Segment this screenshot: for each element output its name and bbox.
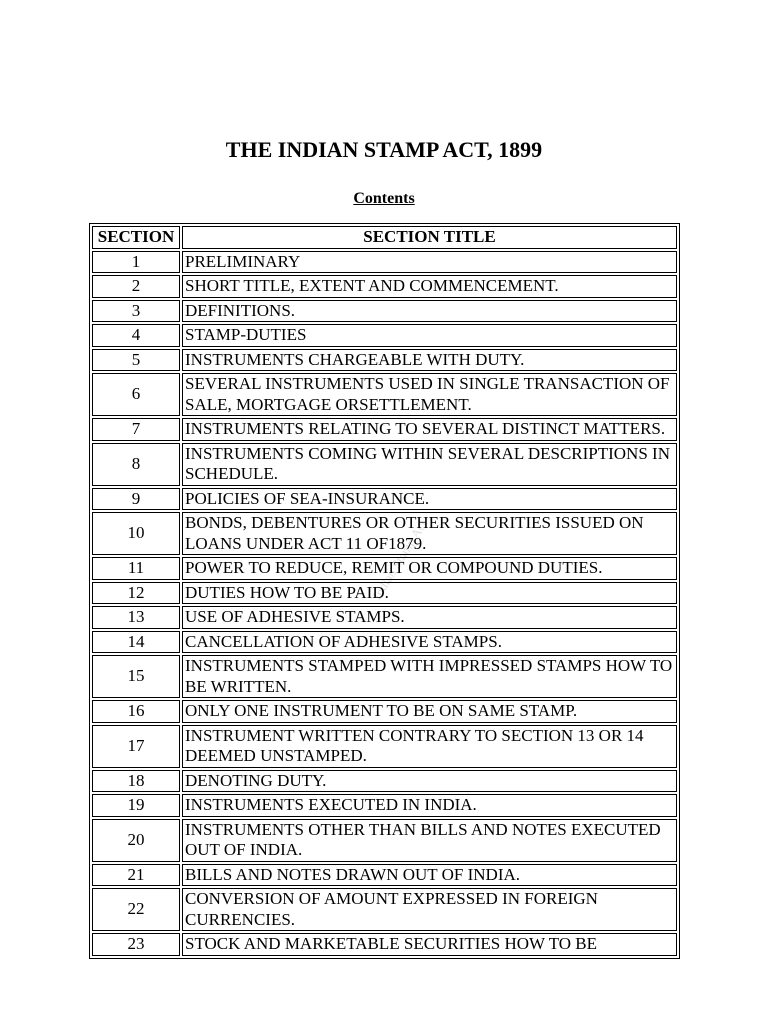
table-row xyxy=(92,324,677,347)
section-number: 20 xyxy=(92,819,180,862)
table-row xyxy=(92,557,677,580)
section-title: POWER TO REDUCE, REMIT OR COMPOUND DUTIES. xyxy=(182,557,677,580)
section-title-column-header: SECTION TITLE xyxy=(182,226,677,249)
table-row xyxy=(92,373,677,416)
section-number: 5 xyxy=(92,349,180,372)
watermark: Indian Stamp Act xyxy=(369,517,431,603)
section-number: 9 xyxy=(92,488,180,511)
section-title: DEFINITIONS. xyxy=(182,300,677,323)
section-number: 7 xyxy=(92,418,180,441)
table-row xyxy=(92,418,677,441)
section-title: INSTRUMENTS RELATING TO SEVERAL DISTINCT MATTERS. xyxy=(182,418,677,441)
table-row xyxy=(92,300,677,323)
section-number: 8 xyxy=(92,443,180,486)
section-number: 1 xyxy=(92,251,180,274)
section-number: 16 xyxy=(92,700,180,723)
table-row xyxy=(92,864,677,887)
table-row xyxy=(92,933,677,956)
section-title: INSTRUMENT WRITTEN CONTRARY TO SECTION 13 OR 14 DEEMED UNSTAMPED. xyxy=(182,725,677,768)
section-column-header: SECTION xyxy=(92,226,180,249)
section-title: DUTIES HOW TO BE PAID. xyxy=(182,582,677,605)
section-number: 2 xyxy=(92,275,180,298)
table-row xyxy=(92,631,677,654)
contents-table xyxy=(89,223,680,959)
contents-table-body xyxy=(92,251,677,956)
section-number: 4 xyxy=(92,324,180,347)
table-row xyxy=(92,606,677,629)
section-title: CONVERSION OF AMOUNT EXPRESSED IN FOREIGN CURRENCIES. xyxy=(182,888,677,931)
table-row xyxy=(92,794,677,817)
section-number: 3 xyxy=(92,300,180,323)
section-title: ONLY ONE INSTRUMENT TO BE ON SAME STAMP. xyxy=(182,700,677,723)
table-row xyxy=(92,770,677,793)
section-number: 21 xyxy=(92,864,180,887)
table-row xyxy=(92,251,677,274)
contents-heading: Contents xyxy=(353,190,415,207)
table-row xyxy=(92,275,677,298)
section-number: 12 xyxy=(92,582,180,605)
section-number: 23 xyxy=(92,933,180,956)
section-title: INSTRUMENTS CHARGEABLE WITH DUTY. xyxy=(182,349,677,372)
section-title: SHORT TITLE, EXTENT AND COMMENCEMENT. xyxy=(182,275,677,298)
document-title: THE INDIAN STAMP ACT, 1899 xyxy=(225,137,543,162)
table-row xyxy=(92,700,677,723)
table-row xyxy=(92,512,677,555)
section-title: POLICIES OF SEA-INSURANCE. xyxy=(182,488,677,511)
section-title: USE OF ADHESIVE STAMPS. xyxy=(182,606,677,629)
table-row xyxy=(92,443,677,486)
section-title: STOCK AND MARKETABLE SECURITIES HOW TO BE xyxy=(182,933,677,956)
section-title: DENOTING DUTY. xyxy=(182,770,677,793)
section-title: INSTRUMENTS COMING WITHIN SEVERAL DESCRIPTIONS IN SCHEDULE. xyxy=(182,443,677,486)
section-title: BILLS AND NOTES DRAWN OUT OF INDIA. xyxy=(182,864,677,887)
section-title: INSTRUMENTS STAMPED WITH IMPRESSED STAMPS HOW TO BE WRITTEN. xyxy=(182,655,677,698)
table-row xyxy=(92,819,677,862)
table-row xyxy=(92,655,677,698)
contents-table-header xyxy=(92,226,677,249)
section-title: INSTRUMENTS OTHER THAN BILLS AND NOTES EXECUTED OUT OF INDIA. xyxy=(182,819,677,862)
section-number: 17 xyxy=(92,725,180,768)
section-title: INSTRUMENTS EXECUTED IN INDIA. xyxy=(182,794,677,817)
section-number: 22 xyxy=(92,888,180,931)
section-number: 6 xyxy=(92,373,180,416)
section-number: 10 xyxy=(92,512,180,555)
section-number: 18 xyxy=(92,770,180,793)
section-title: BONDS, DEBENTURES OR OTHER SECURITIES ISSUED ON LOANS UNDER ACT 11 OF1879. xyxy=(182,512,677,555)
table-row xyxy=(92,488,677,511)
section-title: STAMP-DUTIES xyxy=(182,324,677,347)
table-row xyxy=(92,349,677,372)
section-number: 13 xyxy=(92,606,180,629)
header-row xyxy=(92,226,677,249)
section-title: SEVERAL INSTRUMENTS USED IN SINGLE TRANSACTION OF SALE, MORTGAGE ORSETTLEMENT. xyxy=(182,373,677,416)
table-row xyxy=(92,888,677,931)
section-number: 11 xyxy=(92,557,180,580)
section-title: PRELIMINARY xyxy=(182,251,677,274)
table-row xyxy=(92,582,677,605)
section-number: 19 xyxy=(92,794,180,817)
section-number: 14 xyxy=(92,631,180,654)
table-row xyxy=(92,725,677,768)
section-number: 15 xyxy=(92,655,180,698)
section-title: CANCELLATION OF ADHESIVE STAMPS. xyxy=(182,631,677,654)
